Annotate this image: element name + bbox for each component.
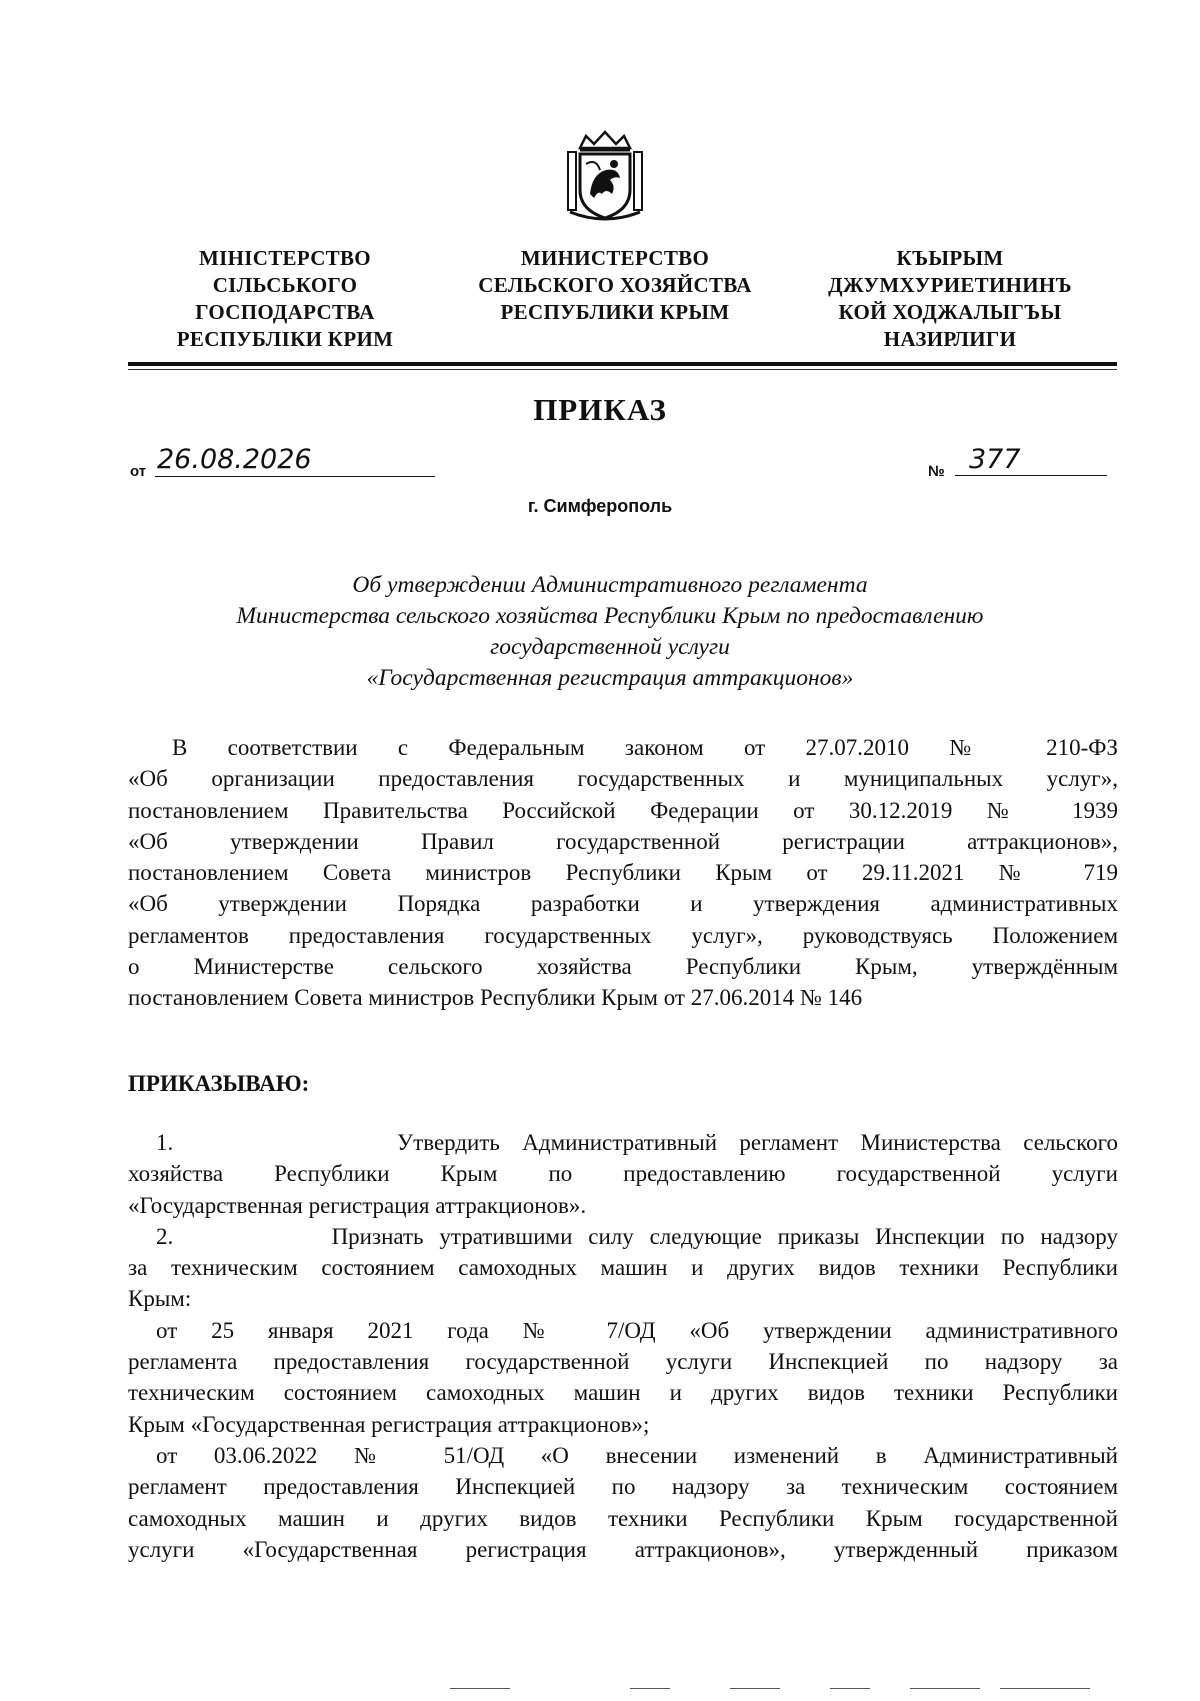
repealed-order-2-line: услуги «Государственная регистрация аттракционов», утвержденный приказом [128,1536,1118,1562]
subject-line: «Государственная регистрация аттракционов» [366,665,854,691]
repealed-order-2-line: от 03.06.2022 № 51/ОД «О внесении изменений в Административный [156,1442,1118,1468]
preamble-line: «Об утверждении Правил государственной регистрации аттракционов», [128,828,1118,854]
preamble-line: регламентов предоставления государственных услуг», руководствуясь Положением [128,922,1118,948]
scan-artifact [910,1688,980,1689]
header-left-line: МІНІСТЕРСТВО [199,246,371,270]
item-1-line: 1. Утвердить Административный регламент Министерства сельского [156,1130,1118,1155]
date-label: от [130,463,147,480]
header-right-line: КОЙ ХОДЖАЛЫГЪЫ [838,300,1062,324]
item-2-line: Крым: [128,1286,192,1312]
header-left-line: ГОСПОДАРСТВА [195,300,375,324]
item-1-line: «Государственная регистрация аттракционов». [128,1192,587,1218]
header-left-line: СІЛЬСЬКОГО [212,273,358,297]
preamble-line: постановлением Правительства Российской Федерации от 30.12.2019 № 1939 [128,797,1118,823]
city: г. Симферополь [527,496,673,516]
item-2-line: за техническим состоянием самоходных машин и других видов техники Республики [128,1255,1118,1281]
header-right-line: НАЗИРЛИГИ [883,327,1017,351]
header-middle-line: РЕСПУБЛИКИ КРЫМ [500,300,730,324]
crimea-coat-of-arms-icon [566,130,644,222]
preamble [128,732,1118,1014]
preamble-line: «Об организации предоставления государственных и муниципальных услуг», [128,766,1118,792]
header-divider-thick [128,362,1117,366]
repealed-order-1-line: регламента предоставления государственной услуги Инспекцией по надзору за [128,1349,1118,1375]
number-label: № [928,463,945,480]
preamble-line: о Министерстве сельского хозяйства Республики Крым, утверждённым [128,954,1118,980]
header-right-line: ДЖУМХУРИЕТИНИНЪ [828,273,1072,297]
order-items [128,1127,1118,1565]
subject-line: Об утверждении Административного регламента [352,572,868,598]
header-right-line: КЪЫРЫМ [896,246,1004,270]
preamble-line: постановлением Совета министров Республики Крым от 29.11.2021 № 719 [128,860,1118,886]
header-ministry-russian [450,245,780,326]
order-directive: ПРИКАЗЫВАЮ: [128,1071,310,1096]
order-subject [140,570,1080,694]
subject-line: государственной услуги [490,634,730,660]
preamble-line: В соответствии с Федеральным законом от 27.07.2010 № 210-ФЗ [172,735,1118,760]
number-value: 377 [955,444,1107,476]
document-title: ПРИКАЗ [533,392,667,427]
header-ministry-crimean-tatar [800,245,1100,353]
header-left-line: РЕСПУБЛІКИ КРИМ [176,327,394,351]
item-1-line: хозяйства Республики Крым по предоставлению государственной услуги [128,1161,1118,1187]
repealed-order-2-line: регламент предоставления Инспекцией по надзору за техническим состоянием [128,1474,1118,1500]
scan-artifact [450,1688,510,1689]
repealed-order-1-line: от 25 января 2021 года № 7/ОД «Об утверждении административного [156,1317,1118,1343]
header-middle-line: МИНИСТЕРСТВО [520,246,710,270]
scan-artifact [730,1688,780,1689]
header-middle-line: СЕЛЬСКОГО ХОЗЯЙСТВА [478,273,752,297]
repealed-order-1-line: техническим состоянием самоходных машин и других видов техники Республики [128,1380,1118,1406]
scan-artifact [1000,1688,1090,1689]
date-value: 26.08.2026 [155,444,435,477]
header-ministry-ukrainian [150,245,420,353]
header-divider-thin [128,369,1117,370]
subject-line: Министерства сельского хозяйства Республики Крым по предоставлению [236,603,984,629]
scan-artifact [830,1688,870,1689]
scan-artifact [630,1688,670,1689]
preamble-line: «Об утверждении Порядка разработки и утверждения административных [128,891,1118,917]
item-2-line: 2. Признать утратившими силу следующие приказы Инспекции по надзору [156,1223,1118,1249]
repealed-order-1-line: Крым «Государственная регистрация аттракционов»; [128,1411,650,1437]
repealed-order-2-line: самоходных машин и других видов техники Республики Крым государственной [128,1505,1118,1531]
preamble-line: постановлением Совета министров Республики Крым от 27.06.2014 № 146 [128,985,863,1011]
